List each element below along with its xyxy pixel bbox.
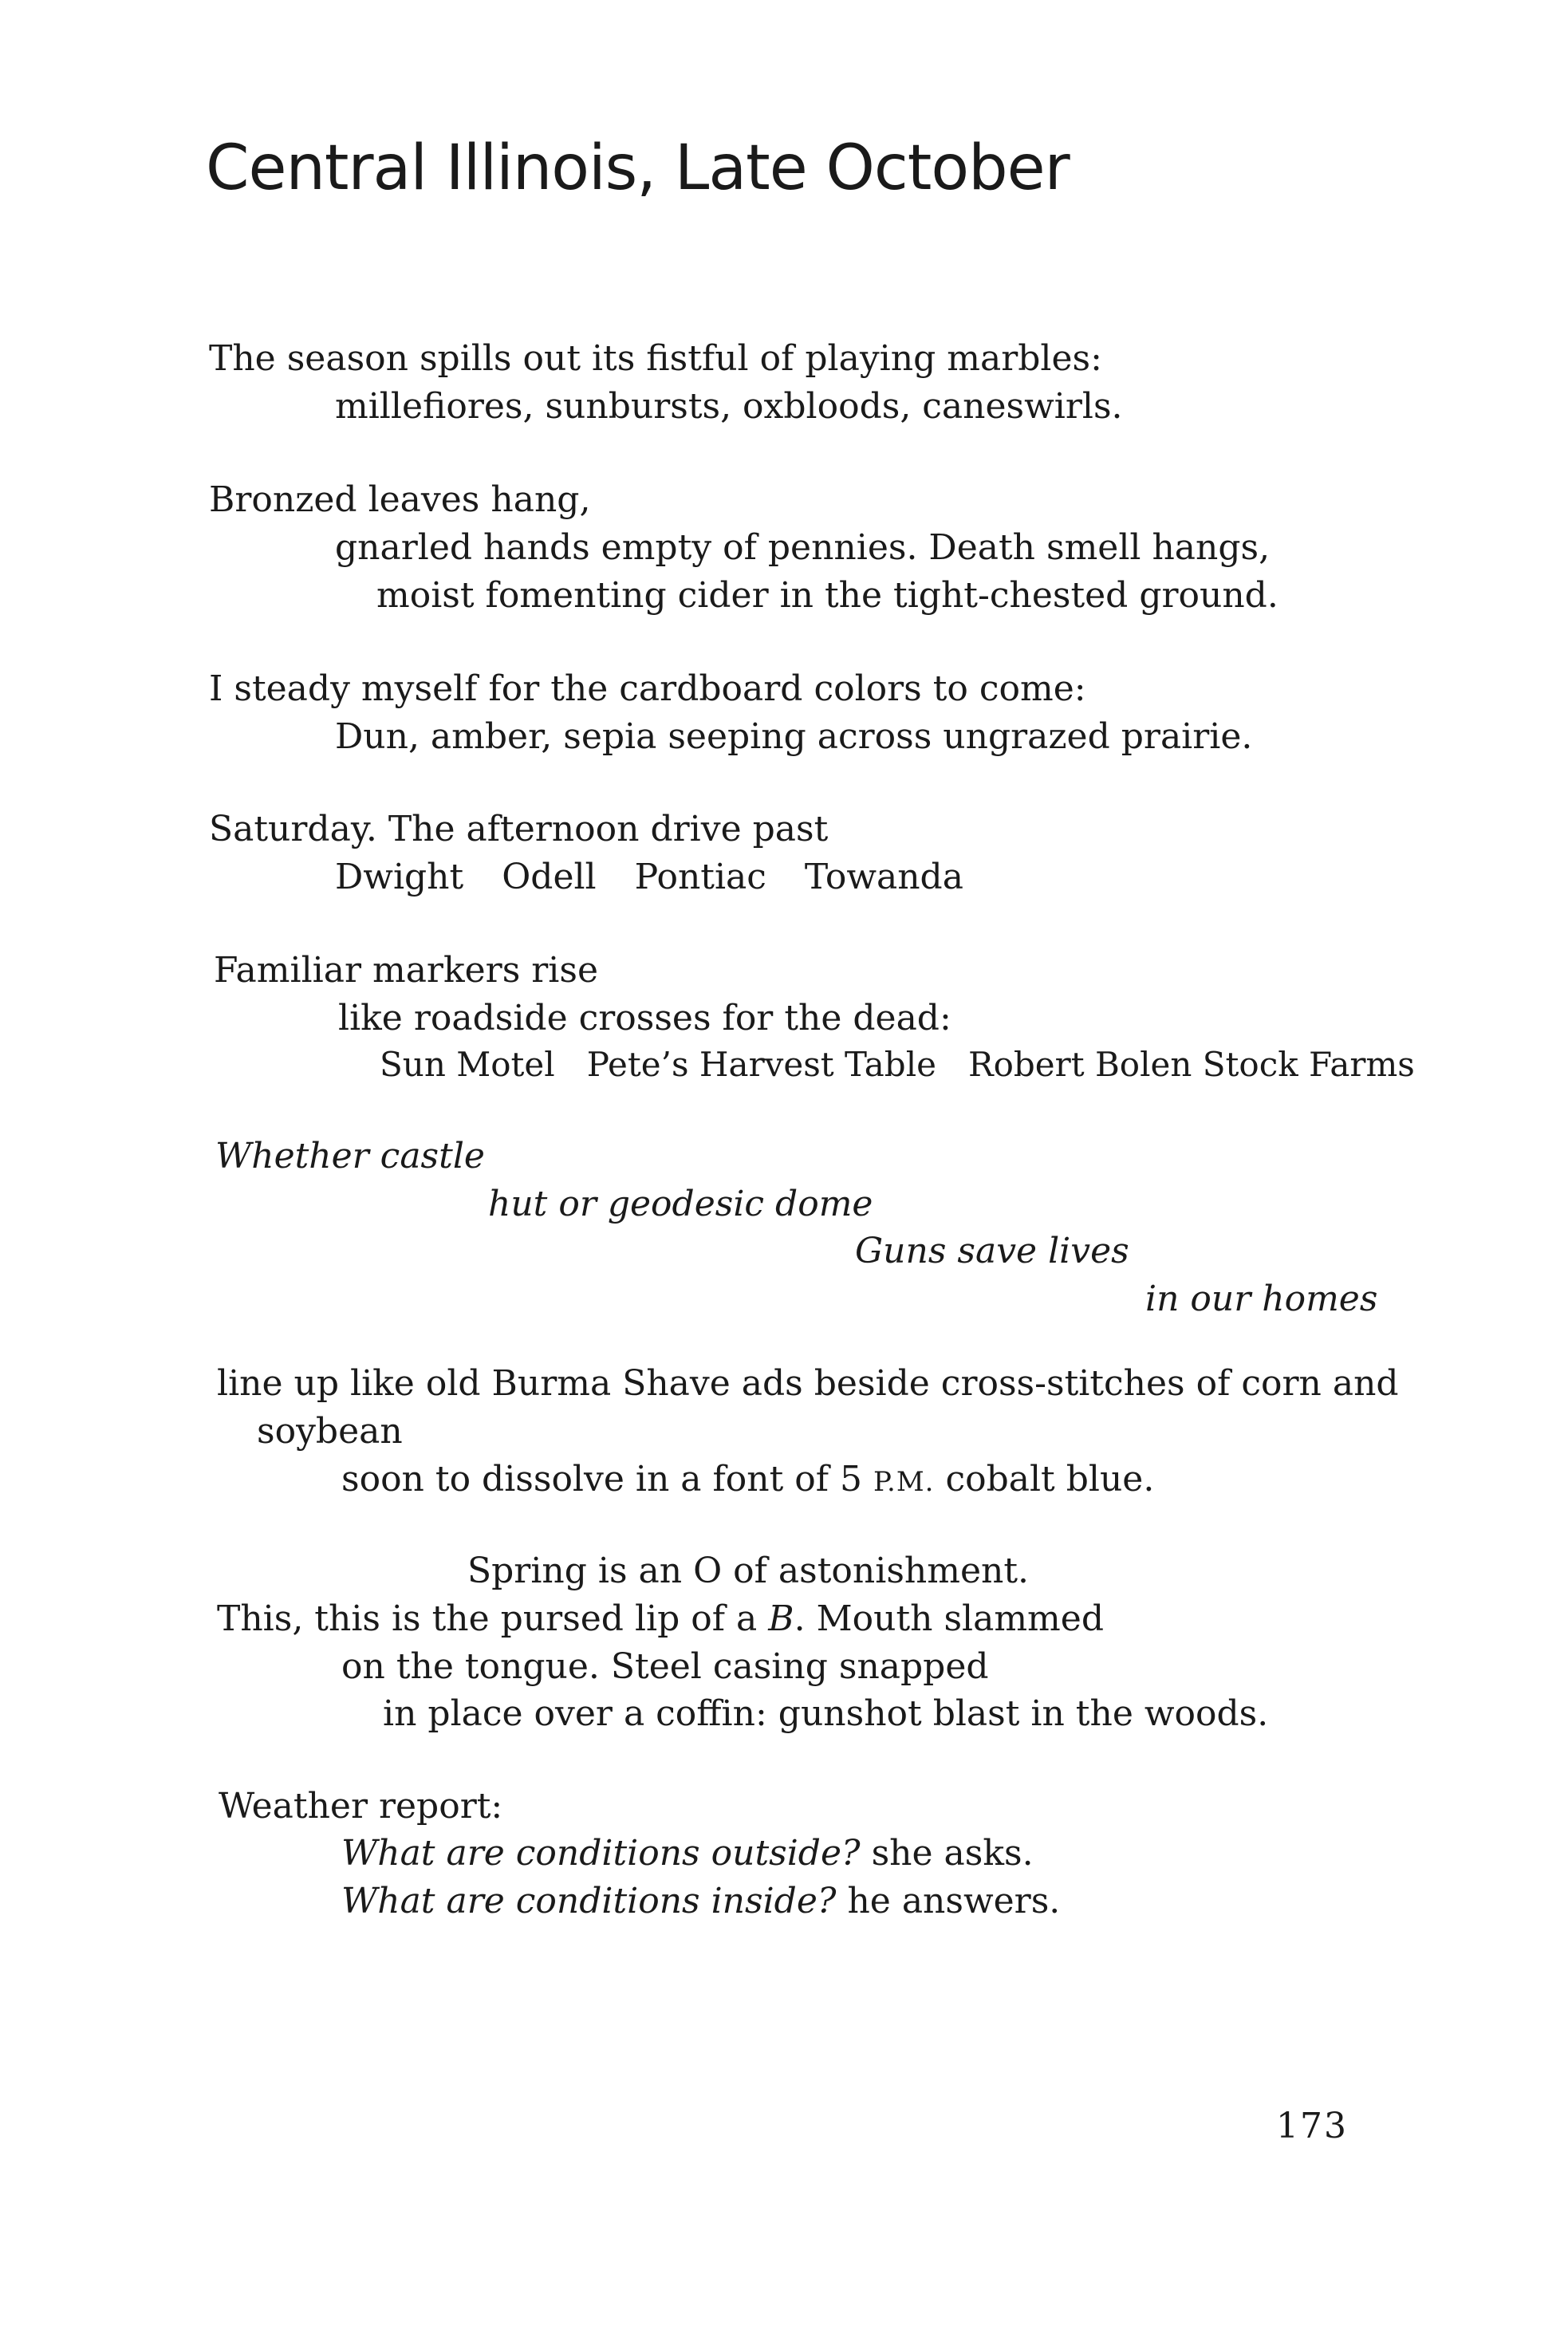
stanza7-line2: soybean xyxy=(257,1411,403,1452)
poem-title: Central Illinois, Late October xyxy=(206,132,1070,204)
time-pm: P.M. xyxy=(873,1466,935,1498)
town-odell: Odell xyxy=(502,857,597,897)
stanza8-line4: in place over a coffin: gunshot blast in the woods. xyxy=(383,1693,1269,1734)
stanza3-line1: I steady myself for the cardboard colors to come: xyxy=(209,668,1086,709)
stanza1-line2: millefiores, sunbursts, oxbloods, caneswirls. xyxy=(335,386,1123,427)
town-dwight: Dwight xyxy=(335,857,464,897)
stanza5-line1: Familiar markers rise xyxy=(214,950,598,991)
stanza5-line2: like roadside crosses for the dead: xyxy=(338,998,951,1038)
sign-sun-motel: Sun Motel xyxy=(380,1045,555,1084)
stanza6-line2: hut or geodesic dome xyxy=(488,1184,873,1224)
stanza3-line2: Dun, amber, sepia seeping across ungrazed prairie. xyxy=(335,716,1253,757)
stanza1-line1: The season spills out its fistful of playing marbles: xyxy=(209,338,1102,379)
stanza8-line3: on the tongue. Steel casing snapped xyxy=(341,1646,989,1687)
stanza4-line1: Saturday. The afternoon drive past xyxy=(209,809,829,849)
stanza4-towns xyxy=(335,857,963,897)
sign-petes-harvest-table: Pete’s Harvest Table xyxy=(586,1045,936,1084)
stanza9-line3: What are conditions inside? he answers. xyxy=(341,1881,1061,1921)
stanza2-line1: Bronzed leaves hang, xyxy=(209,479,591,520)
stanza6-line3: Guns save lives xyxy=(855,1231,1129,1271)
stanza9-line1: Weather report: xyxy=(219,1786,503,1827)
stanza7-line1: line up like old Burma Shave ads beside cross-stitches of corn and xyxy=(217,1363,1399,1404)
page-number: 173 xyxy=(1276,2106,1348,2146)
stanza8-line2: This, this is the pursed lip of a B. Mouth slammed xyxy=(217,1598,1104,1639)
stanza6-line4: in our homes xyxy=(1145,1279,1378,1319)
sign-robert-bolen-stock-farms: Robert Bolen Stock Farms xyxy=(967,1045,1415,1084)
stanza8-line1: Spring is an O of astonishment. xyxy=(467,1551,1029,1591)
stanza6-line1: Whether castle xyxy=(215,1136,485,1176)
stanza5-signs xyxy=(380,1045,1415,1084)
stanza7-line3: soon to dissolve in a font of 5 P.M. cobalt blue. xyxy=(341,1459,1155,1500)
town-towanda: Towanda xyxy=(804,857,963,897)
town-pontiac: Pontiac xyxy=(634,857,766,897)
stanza9-line2: What are conditions outside? she asks. xyxy=(341,1833,1034,1874)
stanza2-line2: gnarled hands empty of pennies. Death smell hangs, xyxy=(335,527,1271,568)
stanza2-line3: moist fomenting cider in the tight-chested ground. xyxy=(376,575,1278,616)
